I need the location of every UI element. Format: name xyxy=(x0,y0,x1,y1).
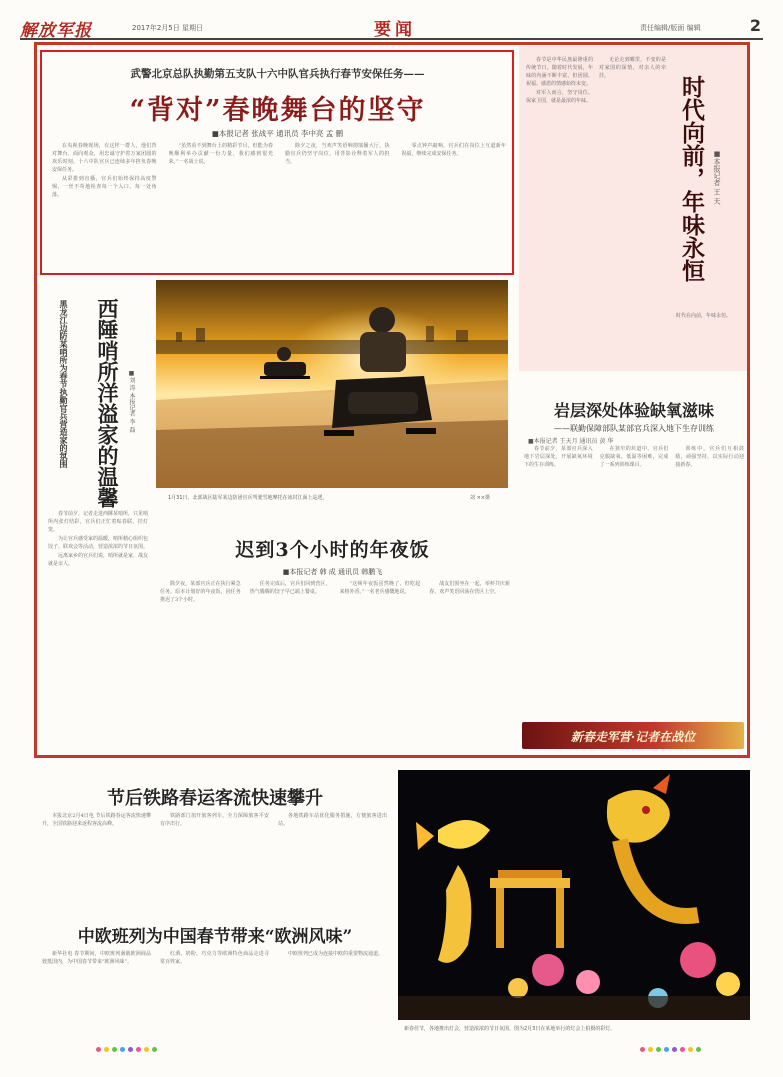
side-article-body xyxy=(526,56,666,356)
text-column xyxy=(42,950,151,1042)
dot xyxy=(640,1047,645,1052)
dot xyxy=(680,1047,685,1052)
text-column xyxy=(340,580,421,752)
china-europe-train-headline: 中欧班列为中国春节带来“欧洲风味” xyxy=(77,927,353,947)
dot xyxy=(648,1047,653,1052)
dot xyxy=(120,1047,125,1052)
text-column xyxy=(429,580,510,752)
dot xyxy=(696,1047,701,1052)
side-byline: ■本报记者 王 天 xyxy=(713,150,721,205)
photo-caption: 新春佳节，各地推出灯会，营造浓浓的节日氛围。图为2月3日在某地举行的灯会上拍摄的彩灯。 xyxy=(404,1026,616,1032)
text-column xyxy=(250,580,331,752)
paragraph: 春节是中华民族最隆重的传统节日。随着时代发展，年味的内涵不断丰富，但团圆、祝福、感恩的情感始终未变。 xyxy=(526,57,593,87)
text-column xyxy=(599,56,666,356)
dot xyxy=(672,1047,677,1052)
masthead xyxy=(20,14,763,40)
railway-article-body xyxy=(42,812,387,912)
text-column xyxy=(526,56,593,356)
paragraph: 时代在向前，年味永恒。 xyxy=(676,313,732,319)
china-europe-train-article-body xyxy=(42,950,387,1042)
text-column xyxy=(160,580,241,752)
lead-headline: “背对”春晚舞台的坚守 xyxy=(129,95,426,126)
newspaper-logo: 解放军报 xyxy=(20,21,92,41)
paragraph: 从彩排到直播，官兵们始终保持高度警惕，一丝不苟地检查每一个入口、每一处角落。 xyxy=(52,176,157,198)
paragraph: 远离家乡的官兵们说，哨所就是家，战友就是亲人。 xyxy=(48,553,149,567)
paragraph: 除夕之夜，当欢声笑语响彻演播大厅，执勤官兵仍坚守岗位，用背影诠释着军人的担当。 xyxy=(285,143,390,165)
paragraph: 战友们围坐在一起，举杯共庆新春，欢声笑语回荡在营区上空。 xyxy=(429,581,510,595)
text-column xyxy=(52,142,157,267)
text-column xyxy=(524,445,593,705)
dot xyxy=(128,1047,133,1052)
paragraph: 春节前夕，某部官兵深入地下岩层深处，开展缺氧环境下的生存训练。 xyxy=(524,446,593,468)
side-headline: 时代向前，年味永恒 xyxy=(678,75,705,282)
paragraph: 铁路部门加开旅客列车，全力保障旅客平安有序出行。 xyxy=(160,813,269,827)
paragraph: 对军人而言，坚守岗位、保家卫国，就是最浓的年味。 xyxy=(526,90,593,104)
paragraph: 无论走到哪里，不变的是对家国的深情，对亲人的牵挂。 xyxy=(599,57,666,79)
dinner-article-body xyxy=(160,580,510,752)
lead-byline: ■本报记者 张战平 通讯员 李中亮 孟 鹏 xyxy=(211,129,344,138)
paragraph: 任务完成后，官兵们回到营区，热气腾腾的饺子早已端上餐桌。 xyxy=(249,581,331,595)
series-banner-label: 新春走军营·记者在战位 xyxy=(570,730,696,744)
dot xyxy=(136,1047,141,1052)
paragraph: “虽然看不到舞台上的精彩节目，但能为春晚顺利举办贡献一份力量，我们感到很光荣。”一名战士说。 xyxy=(168,143,273,165)
dot xyxy=(688,1047,693,1052)
dot xyxy=(656,1047,661,1052)
paragraph: 中欧班列已成为连接中欧的重要物流通道。 xyxy=(288,951,384,957)
dot xyxy=(96,1047,101,1052)
side-article-tail xyxy=(666,312,744,367)
vertical-byline: ■刘 涛 本报记者 李 磊 xyxy=(128,370,135,433)
vertical-article-body xyxy=(48,510,148,750)
dinner-byline: ■本报记者 韩 成 通讯员 韩鹏飞 xyxy=(282,568,383,576)
paragraph: “这顿年夜饭虽然晚了，但吃起来格外香。”一名老兵感慨地说。 xyxy=(339,581,421,595)
dot xyxy=(104,1047,109,1052)
paragraph: 新华社电 春节期间，中欧班列满载欧洲商品驶抵国内，为中国春节带来“欧洲风味”。 xyxy=(42,951,151,965)
dinner-headline: 迟到3个小时的年夜饭 xyxy=(235,539,430,561)
paragraph: 在狭窄的坑道中，官兵们克服缺氧、低温等困难，完成了一系列训练课目。 xyxy=(599,446,669,468)
paragraph: 零点钟声敲响，官兵们在岗位上互道新年祝福，继续完成安保任务。 xyxy=(401,143,506,157)
text-column xyxy=(278,950,387,1042)
lead-article-body xyxy=(52,142,506,267)
snowmobile-patrol-photo xyxy=(156,280,508,488)
editor-credit: 责任编辑/版面 编辑 xyxy=(640,24,701,32)
dot xyxy=(112,1047,117,1052)
text-column xyxy=(278,812,387,912)
paragraph: 本报北京2月4日电 节后铁路春运客流快速攀升，全国铁路迎来返程客流高峰。 xyxy=(42,813,151,827)
snowmobile-scene-illustration xyxy=(156,280,508,488)
text-column xyxy=(402,142,507,267)
dot xyxy=(144,1047,149,1052)
text-column xyxy=(160,950,269,1042)
dot xyxy=(664,1047,669,1052)
paragraph: 训练中，官兵们互相鼓励，顽强坚持，以实际行动迎接新春。 xyxy=(675,446,745,468)
page-number: 2 xyxy=(749,16,761,35)
lantern-scene-illustration xyxy=(398,770,750,1020)
paragraph: 为让官兵感受家的温暖，哨所精心组织包饺子、联欢会等活动，营造浓浓的节日氛围。 xyxy=(48,536,149,550)
vertical-headline: 西陲哨所洋溢家的温馨 xyxy=(95,298,120,508)
text-column xyxy=(160,812,269,912)
color-dots-right xyxy=(640,1047,701,1052)
paragraph: 春节前夕，记者走进西陲某哨所，只见哨所内张灯结彩，官兵们正忙着贴春联、挂灯笼。 xyxy=(48,511,149,533)
lead-kicker: 武警北京总队执勤第五支队十六中队官兵执行春节安保任务—— xyxy=(130,68,425,80)
rock-headline: 岩层深处体验缺氧滋味 xyxy=(553,401,714,420)
text-column xyxy=(675,445,744,705)
rock-subheadline: ——联勤保障部队某部官兵深入地下生存训练 xyxy=(554,424,714,433)
issue-date: 2017年2月5日 星期日 xyxy=(132,24,203,32)
section-title: 要闻 xyxy=(374,20,416,40)
railway-headline: 节后铁路春运客流快速攀升 xyxy=(107,788,323,809)
dot xyxy=(152,1047,157,1052)
text-column xyxy=(169,142,274,267)
text-column xyxy=(285,142,390,267)
text-column xyxy=(42,812,151,912)
paragraph: 在央视春晚现场，有这样一群人，他们背对舞台、面向观众，用忠诚守护着万家团圆的欢乐时刻。十六中队官兵已连续多年担负春晚安保任务。 xyxy=(52,143,157,173)
paragraph: 各地铁路车站优化服务措施，方便旅客进出站。 xyxy=(278,813,387,827)
rock-article-body xyxy=(524,445,744,705)
vertical-kicker: 黑龙江边防某哨所为春节执勤官兵营造家的氛围 xyxy=(59,300,69,468)
photo-credit: 刘 ××摄 xyxy=(470,495,490,501)
text-column xyxy=(600,445,669,705)
photo-caption: 1月31日，北部战区陆军某边防团官兵驾驶雪地摩托在冰封江面上巡逻。 xyxy=(168,495,328,501)
rock-byline: ■本报记者 王天月 通讯员 黄 华 xyxy=(528,438,614,445)
paragraph: 红酒、奶粉、巧克力等欧洲特色商品走进寻常百姓家。 xyxy=(160,951,269,965)
lantern-festival-photo xyxy=(398,770,750,1020)
paragraph: 除夕夜，某部官兵正在执行紧急任务。原本计划好的年夜饭，因任务推迟了3个小时。 xyxy=(160,581,241,603)
color-dots-left xyxy=(96,1047,157,1052)
